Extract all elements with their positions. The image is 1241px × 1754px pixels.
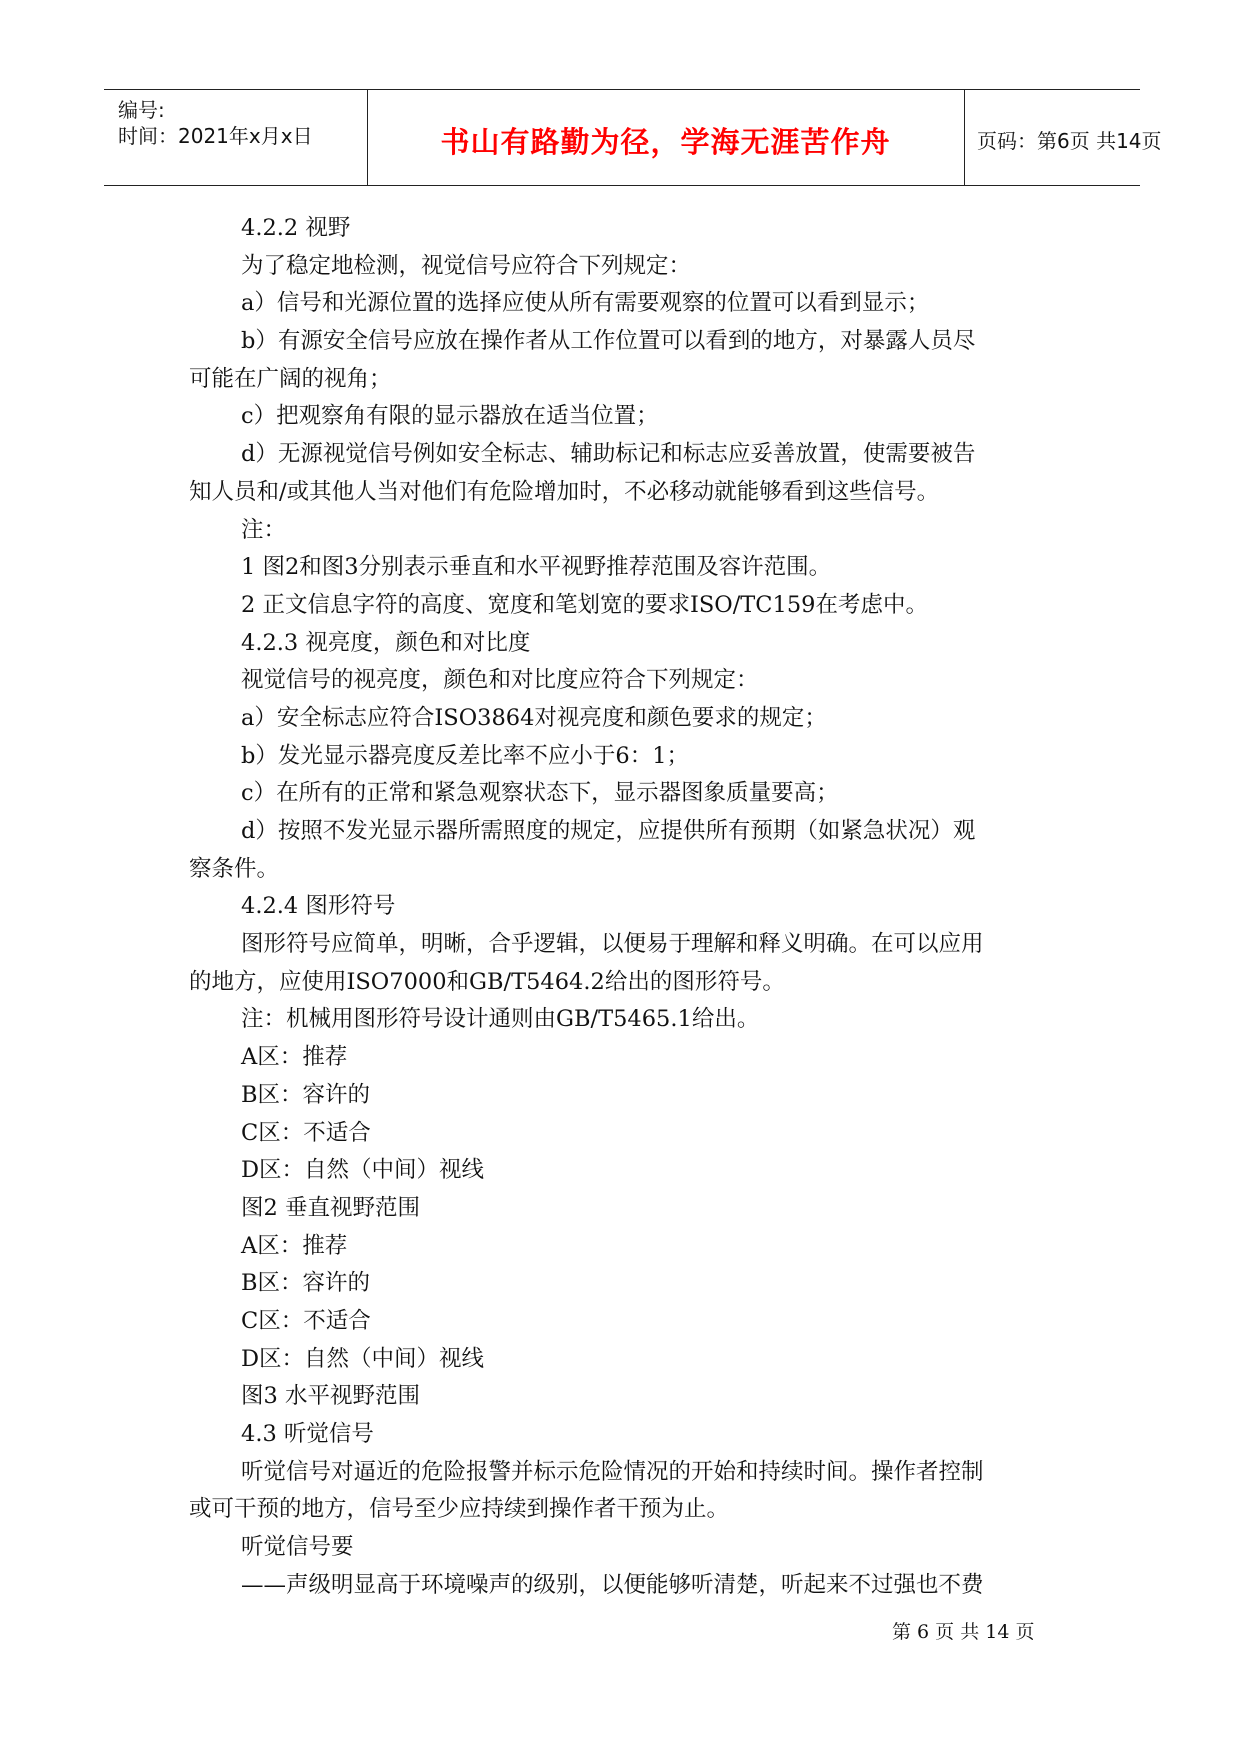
- zone-label: A区：推荐: [241, 1044, 348, 1071]
- document-body: [189, 210, 1059, 1604]
- section-heading: 4.2.2 视野: [241, 215, 351, 241]
- paragraph: 图形符号应简单，明晰，合乎逻辑，以便易于理解和释义明确。在可以应用: [241, 931, 984, 958]
- list-item-continuation: 察条件。: [189, 855, 280, 882]
- header-info-cell: [104, 90, 368, 185]
- document-number-label: 编号:: [118, 98, 165, 122]
- section-heading: 4.2.4 图形符号: [241, 893, 396, 920]
- list-item: b）有源安全信号应放在操作者从工作位置可以看到的地方，对暴露人员尽: [241, 328, 976, 355]
- header-motto: 书山有路勤为径，学海无涯苦作舟: [440, 125, 891, 159]
- paragraph: 视觉信号的视亮度，颜色和对比度应符合下列规定：: [241, 667, 759, 694]
- header-page-cell: [964, 90, 1162, 185]
- note-label: 注：: [241, 516, 287, 543]
- paragraph: 为了稳定地检测，视觉信号应符合下列规定：: [241, 252, 692, 279]
- list-item: b）发光显示器亮度反差比率不应小于6：1；: [241, 742, 690, 769]
- note-item: 1 图2和图3分别表示垂直和水平视野推荐范围及容许范围。: [241, 554, 832, 581]
- page-footer: 第 6 页 共 14 页: [892, 1621, 1035, 1643]
- figure-caption: 图2 垂直视野范围: [241, 1194, 420, 1221]
- paragraph-continuation: 的地方，应使用ISO7000和GB/T5464.2给出的图形符号。: [189, 968, 785, 995]
- figure-caption: 图3 水平视野范围: [241, 1383, 420, 1410]
- section-heading: 4.2.3 视亮度，颜色和对比度: [241, 629, 531, 656]
- list-item-continuation: 可能在广阔的视角；: [189, 365, 392, 392]
- paragraph-continuation: 或可干预的地方，信号至少应持续到操作者干预为止。: [189, 1496, 730, 1523]
- note-item: 2 正文信息字符的高度、宽度和笔划宽的要求ISO/TC159在考虑中。: [241, 591, 928, 618]
- document-time-label: 时间：2021年x月x日: [118, 124, 313, 148]
- zone-label: B区：容许的: [241, 1270, 371, 1297]
- zone-label: A区：推荐: [241, 1232, 348, 1259]
- list-item: a）信号和光源位置的选择应使从所有需要观察的位置可以看到显示；: [241, 290, 930, 317]
- list-item: ——声级明显高于环境噪声的级别，以便能够听清楚，听起来不过强也不费: [241, 1571, 984, 1598]
- header-page-number: 页码：第6页 共14页: [977, 129, 1162, 153]
- section-heading: 4.3 听觉信号: [241, 1421, 374, 1447]
- paragraph: 听觉信号要: [241, 1534, 354, 1561]
- paragraph: 听觉信号对逼近的危险报警并标示危险情况的开始和持续时间。操作者控制: [241, 1458, 984, 1485]
- zone-label: C区：不适合: [241, 1119, 371, 1146]
- zone-label: C区：不适合: [241, 1307, 371, 1334]
- zone-label: B区：容许的: [241, 1081, 371, 1108]
- list-item: a）安全标志应符合ISO3864对视亮度和颜色要求的规定；: [241, 704, 827, 731]
- list-item: c）在所有的正常和紧急观察状态下，显示器图象质量要高；: [241, 780, 839, 807]
- list-item: d）按照不发光显示器所需照度的规定，应提供所有预期（如紧急状况）观: [241, 818, 976, 844]
- note-item: 注：机械用图形符号设计通则由GB/T5465.1给出。: [241, 1006, 760, 1033]
- list-item: d）无源视觉信号例如安全标志、辅助标记和标志应妥善放置，使需要被告: [241, 441, 976, 468]
- header-motto-cell: [367, 90, 965, 185]
- list-item: c）把观察角有限的显示器放在适当位置；: [241, 403, 659, 430]
- zone-label: D区：自然（中间）视线: [241, 1345, 485, 1372]
- list-item-continuation: 知人员和/或其他人当对他们有危险增加时，不必移动就能够看到这些信号。: [189, 478, 940, 505]
- page-header: [104, 89, 1162, 186]
- zone-label: D区：自然（中间）视线: [241, 1157, 485, 1184]
